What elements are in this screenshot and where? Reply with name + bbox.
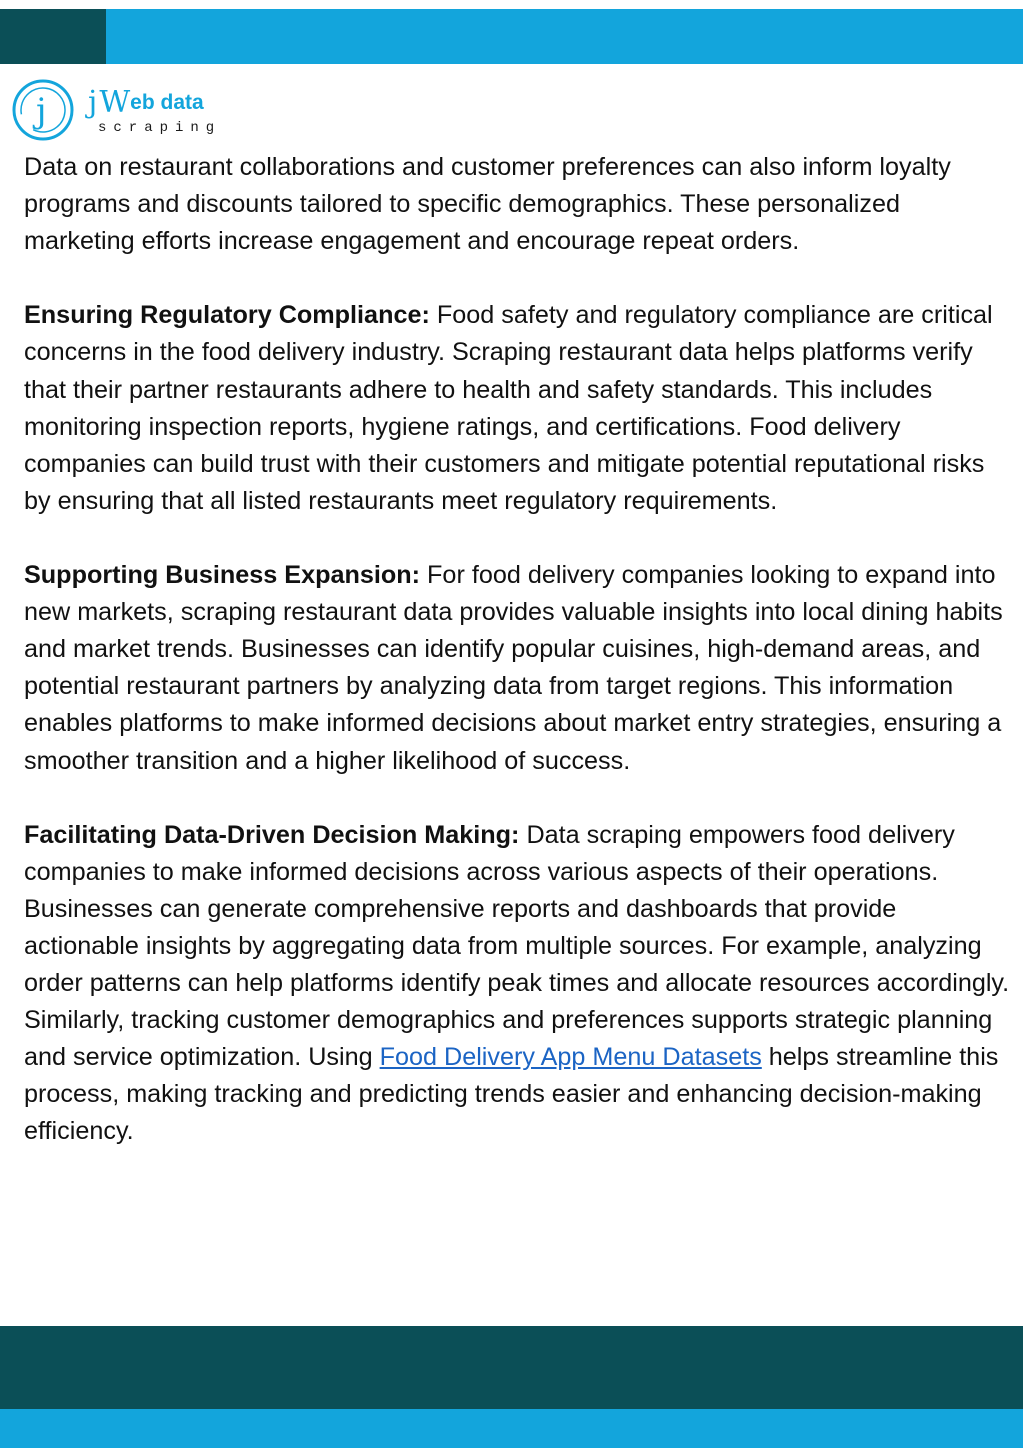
- header-dark-block: [0, 9, 106, 64]
- section-heading: Facilitating Data-Driven Decision Making:: [24, 820, 520, 849]
- footer-blue-band: [0, 1409, 1023, 1448]
- footer-dark-band: [0, 1326, 1023, 1409]
- section-body: Data scraping empowers food delivery companies to make informed decisions across various aspects of their operations. Businesses can generate comprehensive reports and dashboards that provide actionable insights by aggregating data from multiple sources. For example, analyzing order patterns can help platforms identify peak times and allocate resources accordingly. Similarly, tracking customer demographics and preferences supports strategic planning and service optimization. Using: [24, 820, 1010, 1072]
- section-body-after: helps streamline this process, making tracking and predicting trends easier and enhancing decision-making efficiency.: [24, 1043, 999, 1146]
- svg-text:j: j: [36, 91, 47, 131]
- intro-paragraph: Data on restaurant collaborations and customer preferences can also inform loyalty programs and discounts tailored to specific demographics. These personalized marketing efforts increase engagement and encourage repeat orders.: [24, 153, 951, 256]
- section-business-expansion: [24, 557, 1016, 780]
- document-body: [24, 149, 1016, 1188]
- datasets-link[interactable]: Food Delivery App Menu Datasets: [379, 1043, 762, 1072]
- brand-wordmark: [88, 85, 222, 136]
- section-heading: Supporting Business Expansion:: [24, 561, 421, 590]
- section-data-driven-decisions: [24, 817, 1016, 1151]
- brand-name: eb data: [130, 91, 204, 114]
- header-band: [0, 9, 1023, 64]
- brand-w: W: [99, 85, 131, 120]
- section-body: For food delivery companies looking to expand into new markets, scraping restaurant data provides valuable insights into local dining habits and market trends. Businesses can identify popular cuisines, high-demand areas, and potential restaurant partners by analyzing data from target regions. This information enables platforms to make informed decisions about market entry strategies, ensuring a smoother transition and a higher likelihood of success.: [24, 561, 1003, 775]
- section-regulatory-compliance: [24, 297, 1016, 520]
- section-heading: Ensuring Regulatory Compliance:: [24, 301, 430, 330]
- brand-j: j: [88, 85, 98, 120]
- logo-circle-icon: [10, 78, 80, 142]
- section-body: Food safety and regulatory compliance are critical concerns in the food delivery industry. Scraping restaurant data helps platforms verify that their partner restaurants adhere to health and safety standards. This includes monitoring inspection reports, hygiene ratings, and certifications. Food delivery companies can build trust with their customers and mitigate potential reputational risks by ensuring that all listed restaurants meet regulatory requirements.: [24, 301, 993, 515]
- brand-subtitle: scraping: [98, 120, 222, 136]
